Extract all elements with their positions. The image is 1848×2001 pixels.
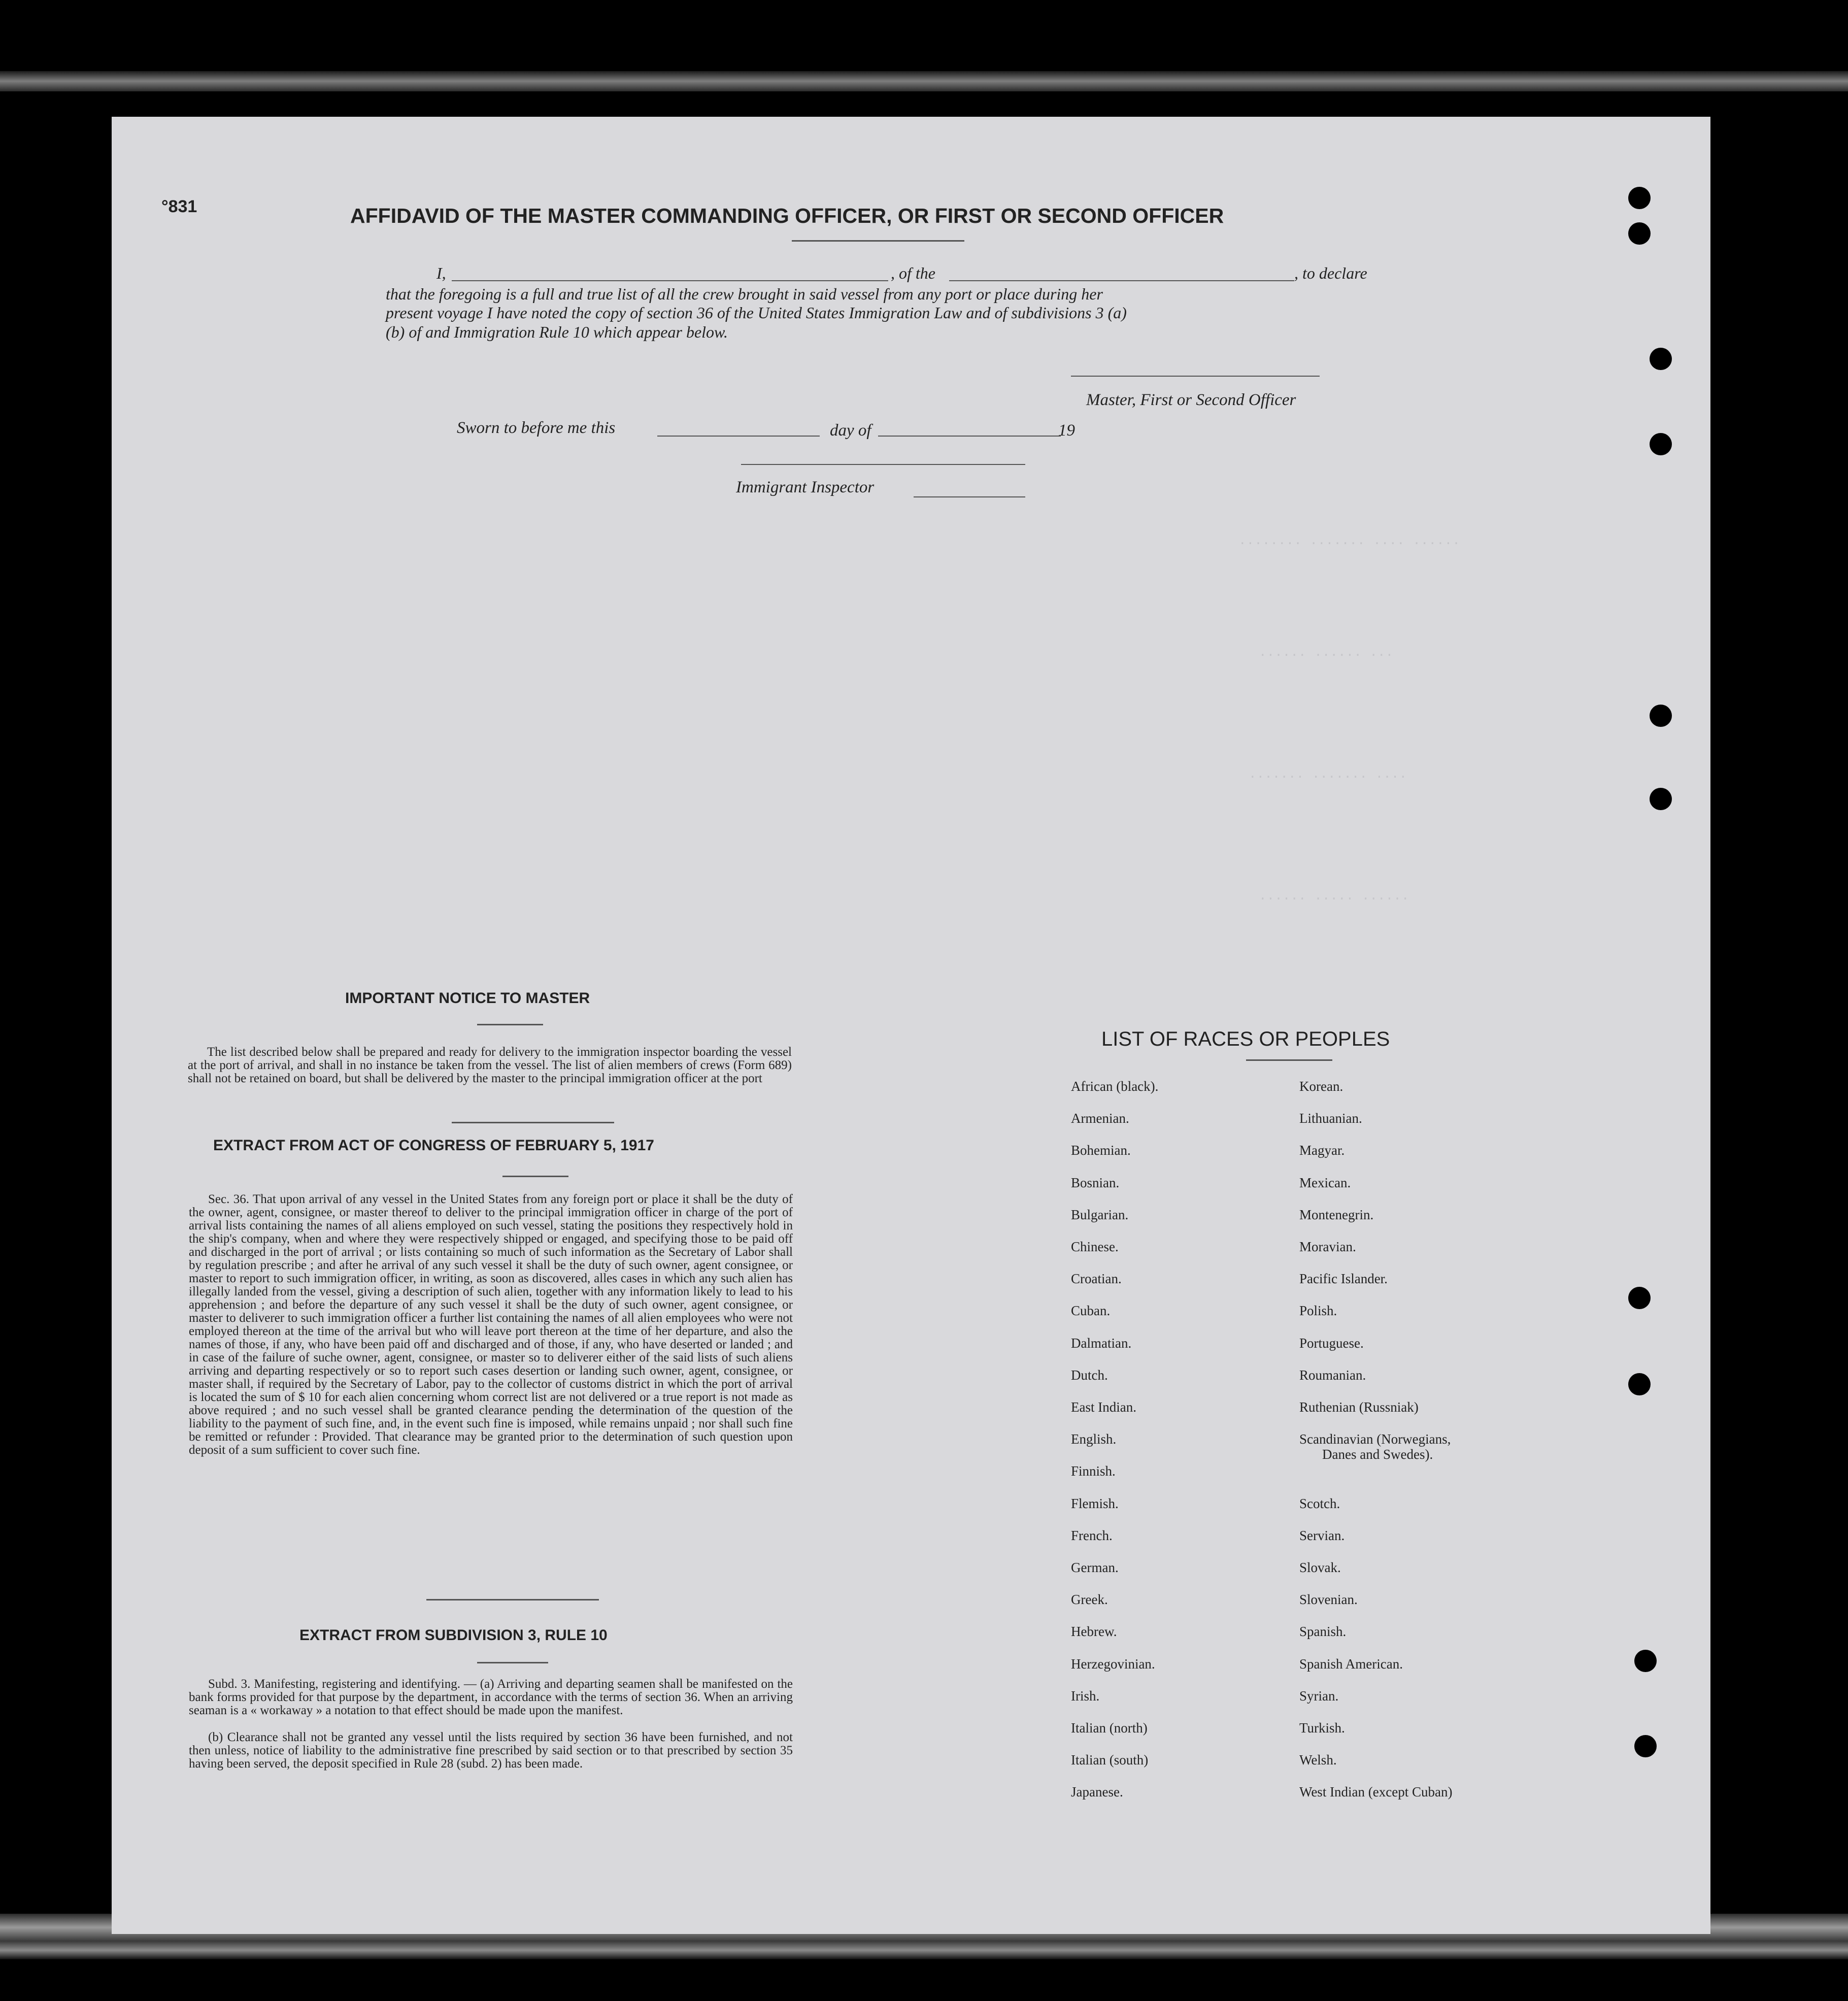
- race-item: Slovenian.: [1299, 1592, 1358, 1608]
- race-item: Turkish.: [1299, 1720, 1345, 1736]
- race-item: Slovak.: [1299, 1560, 1341, 1575]
- sworn-label: Sworn to before me this: [457, 419, 616, 437]
- race-item: French.: [1071, 1527, 1113, 1543]
- scan-top-edge: [0, 71, 1848, 91]
- binder-hole: [1650, 348, 1672, 370]
- affidavit-to-declare: , to declare: [1294, 264, 1367, 282]
- race-item: East Indian.: [1071, 1399, 1136, 1415]
- master-signature-line[interactable]: [1071, 376, 1320, 377]
- race-item: Dalmatian.: [1071, 1335, 1132, 1351]
- affidavit-i: I,: [436, 264, 446, 282]
- day-of-label: day of: [830, 421, 871, 440]
- race-item: Bohemian.: [1071, 1143, 1131, 1158]
- act-body: Sec. 36. That upon arrival of any vessel in the United States from any foreign port or place it shall be the duty of the owner, agent, consignee, or master thereof to deliver to the principal immigration officer in charge of the port of arrival lists containing the names of all aliens employed on such vessel, stating the positions they respectively hold in the ship's company, when and where they were respectively shipped or engaged, and specifying those to be paid off and discharged in the port of arrival ; or lists containing so much of such information as the Secretary of Labor shall by regulation prescribe ; and after he arrival of any such vessel it shall be the duty of such owner, agent consignee, or master to report to such immigration officer, in writing, as soon as discovered, alles cases in which any such alien has illegally landed from the vessel, giving a description of such alien, together with any information likely to lead to his apprehension ; and before the departure of any such vessel it shall be the duty of such owner, agent consignee, or master to deliverer to such immigration officer a further list containing the names of all alien employees who were not employed thereon at the time of the arrival but who will leave port thereon at the time of her departure, and also the names of those, if any, who have been paid off and discharged and of those, if any, who have deserted or landed ; and in case of the failure of suche owner, agent, consignee, or master so to deliverer either of the said lists of such aliens arriving and departing respectively or so to report such cases desertion or landing such owner, agent, consignee, or master shall, if required by the Secretary of Labor, pay to the collector of customs district in which the port of arrival is located the sum of $ 10 for each alien concerning whom correct list are not delivered or a true report is not made as above required ; and no such vessel shall be granted clearance pending the determination of the question of the liability to the payment of such fine, and, in the event such fine is imposed, while remains unpaid ; nor shall such fine be remitted or refunder : Provided. That clearance may be granted prior to the determination of such question upon deposit of a sum sufficient to cover such fine.: [189, 1192, 793, 1457]
- race-item: Bosnian.: [1071, 1175, 1120, 1190]
- race-item: Korean.: [1299, 1079, 1343, 1094]
- notice-heading: IMPORTANT NOTICE TO MASTER: [345, 990, 590, 1007]
- races-rule: [1246, 1059, 1332, 1061]
- act-rule: [502, 1176, 568, 1177]
- binder-hole: [1628, 187, 1651, 209]
- race-item: Armenian.: [1071, 1111, 1129, 1126]
- race-item: Italian (south): [1071, 1752, 1149, 1768]
- race-item: Bulgarian.: [1071, 1207, 1129, 1222]
- section-rule: [426, 1599, 599, 1600]
- race-item: Pacific Islander.: [1299, 1271, 1388, 1287]
- race-item: Flemish.: [1071, 1495, 1119, 1511]
- master-label: Master, First or Second Officer: [1086, 391, 1296, 409]
- binder-hole: [1628, 1287, 1651, 1309]
- affidavit-of-the: , of the: [891, 264, 935, 282]
- race-item: Scandinavian (Norwegians,: [1299, 1431, 1451, 1447]
- binder-hole: [1650, 705, 1672, 727]
- race-item: Roumanian.: [1299, 1367, 1366, 1383]
- race-item: Italian (north): [1071, 1720, 1148, 1736]
- races-heading: LIST OF RACES OR PEOPLES: [1101, 1028, 1390, 1050]
- race-item: African (black).: [1071, 1079, 1159, 1094]
- bleed-through-text: ...... ...... ...: [1259, 645, 1394, 660]
- affidavit-line-2: present voyage I have noted the copy of section 36 of the United States Immigration Law and of subdivisions 3 (a): [386, 304, 1127, 322]
- race-item: Greek.: [1071, 1592, 1108, 1608]
- race-item: Herzegovinian.: [1071, 1656, 1155, 1672]
- vessel-blank-line[interactable]: [949, 280, 1294, 281]
- notice-body: The list described below shall be prepared and ready for delivery to the immigration inspector boarding the vessel at the port of arrival, and shall in no instance be taken from the vessel. The list of alien members of crews (Form 689) shall not be retained on board, but shall be delivered by the master to the principal immigration officer at the port: [188, 1045, 792, 1085]
- race-item: English.: [1071, 1431, 1117, 1447]
- affidavit-line-3: (b) of and Immigration Rule 10 which appear below.: [386, 323, 728, 341]
- race-item: Japanese.: [1071, 1784, 1123, 1800]
- bleed-through-text: ...... ..... ......: [1259, 888, 1409, 904]
- page-number: °831: [161, 197, 197, 216]
- inspector-label: Immigrant Inspector: [736, 478, 875, 496]
- race-item: West Indian (except Cuban): [1299, 1784, 1453, 1800]
- race-item: Dutch.: [1071, 1367, 1108, 1383]
- binder-hole: [1634, 1650, 1657, 1672]
- rule-body-a: Subd. 3. Manifesting, registering and identifying. — (a) Arriving and departing seamen shall be manifested on the bank forms provided for that purpose by the department, in accordance with the terms of section 36. When an arriving seaman is a « workaway » a notation to that effect should be made upon the manifest.: [189, 1677, 793, 1717]
- race-item: Syrian.: [1299, 1688, 1339, 1704]
- race-item: Portuguese.: [1299, 1335, 1364, 1351]
- race-item: Montenegrin.: [1299, 1207, 1374, 1222]
- race-item: Scotch.: [1299, 1495, 1340, 1511]
- year-label: 19: [1058, 421, 1075, 440]
- binder-hole: [1628, 222, 1651, 245]
- race-item: Ruthenian (Russniak): [1299, 1399, 1419, 1415]
- race-item: Hebrew.: [1071, 1624, 1117, 1640]
- race-item: Moravian.: [1299, 1239, 1356, 1254]
- inspector-blank-line[interactable]: [914, 496, 1025, 497]
- title-rule: [792, 240, 964, 242]
- rule-rule: [477, 1662, 548, 1663]
- month-blank-line[interactable]: [878, 436, 1061, 437]
- race-item: Polish.: [1299, 1303, 1337, 1319]
- race-item: Croatian.: [1071, 1271, 1122, 1287]
- bleed-through-text: ........ ....... .... ......: [1238, 533, 1460, 548]
- rule-body-b: (b) Clearance shall not be granted any vessel until the lists required by section 36 have been furnished, and not then unless, notice of liability to the administrative fine prescribed by said section or to that prescribed by section 35 having been served, the deposit specified in Rule 28 (subd. 2) has been made.: [189, 1730, 793, 1771]
- race-item: German.: [1071, 1560, 1119, 1575]
- binder-hole: [1650, 788, 1672, 810]
- race-item: Spanish.: [1299, 1624, 1347, 1640]
- notice-rule: [477, 1024, 543, 1025]
- section-rule: [452, 1122, 614, 1123]
- race-item: Spanish American.: [1299, 1656, 1403, 1672]
- inspector-signature-line[interactable]: [741, 464, 1025, 465]
- race-item: Irish.: [1071, 1688, 1100, 1704]
- binder-hole: [1628, 1373, 1651, 1395]
- bleed-through-text: ....... ....... ....: [1249, 766, 1407, 782]
- race-item: Servian.: [1299, 1527, 1345, 1543]
- page-title: AFFIDAVID OF THE MASTER COMMANDING OFFICER, OR FIRST OR SECOND OFFICER: [350, 204, 1224, 227]
- act-heading: EXTRACT FROM ACT OF CONGRESS OF FEBRUARY 5, 1917: [213, 1137, 654, 1154]
- affidavit-line-1: that the foregoing is a full and true list of all the crew brought in said vessel from any port or place during her: [386, 285, 1103, 303]
- race-item: Cuban.: [1071, 1303, 1111, 1319]
- race-item: Danes and Swedes).: [1322, 1447, 1433, 1462]
- race-item: Welsh.: [1299, 1752, 1337, 1768]
- binder-hole: [1650, 433, 1672, 455]
- day-blank-line[interactable]: [657, 436, 820, 437]
- race-item: Finnish.: [1071, 1463, 1116, 1479]
- document-page: [112, 117, 1710, 1934]
- race-item: Mexican.: [1299, 1175, 1351, 1190]
- name-blank-line[interactable]: [452, 280, 888, 281]
- binder-hole: [1634, 1735, 1657, 1757]
- race-item: Lithuanian.: [1299, 1111, 1362, 1126]
- race-item: Magyar.: [1299, 1143, 1345, 1158]
- race-item: Chinese.: [1071, 1239, 1119, 1254]
- rule-heading: EXTRACT FROM SUBDIVISION 3, RULE 10: [299, 1627, 608, 1644]
